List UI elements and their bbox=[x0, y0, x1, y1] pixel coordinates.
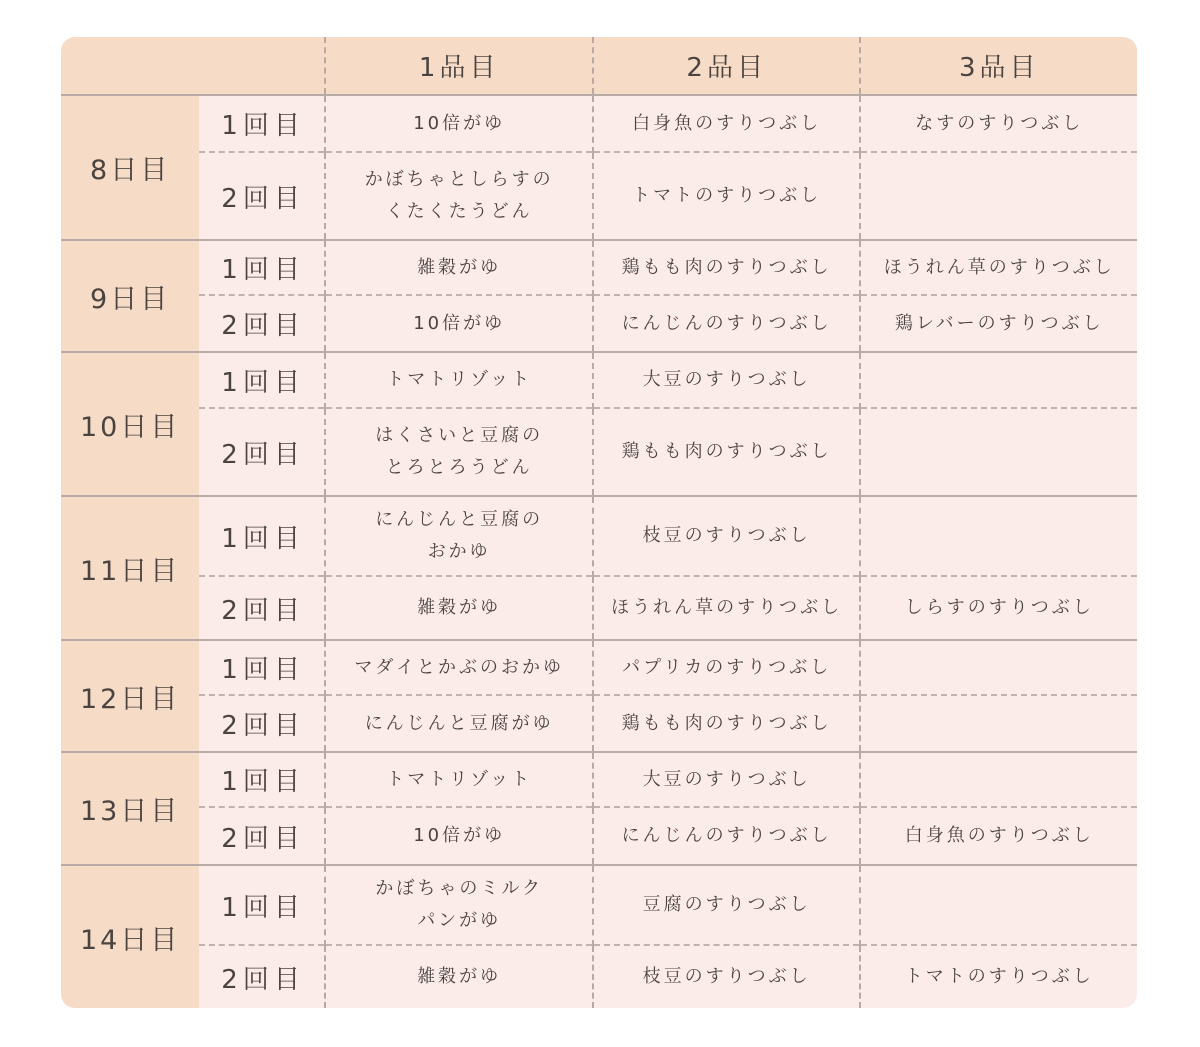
dish-name: パプリカのすりつぶし bbox=[622, 656, 832, 678]
table-row bbox=[61, 752, 1137, 807]
dish-name: 豆腐のすりつぶし bbox=[642, 894, 811, 915]
schedule-body bbox=[61, 95, 1137, 1008]
meal-time-label: 2回目 bbox=[199, 295, 325, 352]
dish-cell-1 bbox=[325, 152, 592, 240]
dish-cell-2 bbox=[593, 240, 860, 295]
dish-name: 鶏レバーのすりつぶし bbox=[894, 312, 1104, 334]
meal-time-label: 2回目 bbox=[199, 807, 325, 865]
dish-name: パンがゆ bbox=[417, 910, 502, 931]
dish-cell-2 bbox=[593, 752, 860, 807]
table-row bbox=[61, 95, 1137, 152]
dish-cell-2 bbox=[593, 152, 860, 240]
dish-cell-2 bbox=[593, 576, 860, 640]
dish-cell-3 bbox=[860, 640, 1137, 695]
dish-cell-1 bbox=[325, 295, 592, 352]
dish-name: 大豆のすりつぶし bbox=[642, 369, 811, 390]
day-label: 10日目 bbox=[61, 352, 199, 496]
meal-time-label: 2回目 bbox=[199, 408, 325, 496]
dish-cell-1 bbox=[325, 807, 592, 865]
dish-cell-3 bbox=[860, 865, 1137, 945]
header-dish-3: 3品目 bbox=[860, 37, 1137, 95]
dish-cell-1 bbox=[325, 695, 592, 752]
meal-time-label: 2回目 bbox=[199, 695, 325, 752]
dish-name: にんじんのすりつぶし bbox=[621, 825, 832, 846]
dish-cell-3 bbox=[860, 807, 1137, 865]
dish-cell-2 bbox=[593, 496, 860, 576]
dish-name: にんじんと豆腐の bbox=[375, 509, 544, 530]
dish-name: にんじんと豆腐がゆ bbox=[364, 712, 554, 734]
dish-name: 大豆のすりつぶし bbox=[642, 768, 811, 790]
dish-name: マダイとかぶのおかゆ bbox=[354, 656, 565, 678]
meal-time-label: 1回目 bbox=[199, 640, 325, 695]
header-dish-2: 2品目 bbox=[593, 37, 860, 95]
day-label: 8日目 bbox=[61, 95, 199, 240]
dish-name: ほうれん草のすりつぶし bbox=[883, 256, 1115, 278]
table-row bbox=[61, 865, 1137, 945]
table-row bbox=[61, 152, 1137, 240]
meal-time-label: 1回目 bbox=[199, 865, 325, 945]
dish-name: トマトリゾット bbox=[386, 768, 533, 790]
dish-cell-1 bbox=[325, 95, 592, 152]
dish-cell-3 bbox=[860, 576, 1137, 640]
dish-name: かぼちゃのミルク bbox=[375, 878, 544, 899]
dish-cell-1 bbox=[325, 408, 592, 496]
dish-cell-1 bbox=[325, 240, 592, 295]
meal-time-label: 2回目 bbox=[199, 152, 325, 240]
meal-time-label: 1回目 bbox=[199, 496, 325, 576]
meal-time-label: 2回目 bbox=[199, 945, 325, 1008]
dish-cell-1 bbox=[325, 752, 592, 807]
dish-name: おかゆ bbox=[427, 541, 491, 562]
dish-name: 鶏もも肉のすりつぶし bbox=[621, 712, 832, 734]
table-row bbox=[61, 240, 1137, 295]
dish-name: 白身魚のすりつぶし bbox=[904, 825, 1094, 846]
dish-cell-2 bbox=[593, 865, 860, 945]
day-label: 9日目 bbox=[61, 240, 199, 352]
dish-name: トマトのすりつぶし bbox=[632, 185, 822, 206]
dish-cell-2 bbox=[593, 807, 860, 865]
table-row bbox=[61, 945, 1137, 1008]
dish-name: ほうれん草のすりつぶし bbox=[611, 597, 843, 618]
header-dish-1: 1品目 bbox=[325, 37, 592, 95]
dish-name: トマトリゾット bbox=[386, 369, 533, 390]
dish-cell-3 bbox=[860, 695, 1137, 752]
dish-name: 雑穀がゆ bbox=[417, 597, 502, 618]
table-row bbox=[61, 695, 1137, 752]
day-label: 12日目 bbox=[61, 640, 199, 752]
dish-cell-3 bbox=[860, 408, 1137, 496]
dish-cell-3 bbox=[860, 945, 1137, 1008]
meal-time-label: 2回目 bbox=[199, 576, 325, 640]
dish-cell-1 bbox=[325, 865, 592, 945]
dish-name: 雑穀がゆ bbox=[417, 256, 502, 278]
dish-cell-2 bbox=[593, 408, 860, 496]
day-label: 11日目 bbox=[61, 496, 199, 640]
table-row bbox=[61, 576, 1137, 640]
meal-time-label: 1回目 bbox=[199, 352, 325, 408]
dish-cell-2 bbox=[593, 945, 860, 1008]
meal-time-label: 1回目 bbox=[199, 752, 325, 807]
table-row bbox=[61, 807, 1137, 865]
meal-schedule-table bbox=[61, 37, 1137, 1008]
dish-cell-3 bbox=[860, 240, 1137, 295]
dish-name: トマトのすりつぶし bbox=[904, 966, 1094, 987]
table-row bbox=[61, 352, 1137, 408]
dish-name: とろとろうどん bbox=[385, 457, 533, 478]
table-row bbox=[61, 408, 1137, 496]
dish-name: 10倍がゆ bbox=[413, 825, 506, 846]
table-row bbox=[61, 496, 1137, 576]
table-row bbox=[61, 640, 1137, 695]
dish-name: にんじんのすりつぶし bbox=[621, 312, 832, 334]
dish-cell-3 bbox=[860, 152, 1137, 240]
dish-name: 鶏もも肉のすりつぶし bbox=[621, 256, 832, 278]
dish-cell-3 bbox=[860, 496, 1137, 576]
dish-cell-1 bbox=[325, 576, 592, 640]
header-row bbox=[61, 37, 1137, 95]
dish-name: 鶏もも肉のすりつぶし bbox=[621, 441, 832, 462]
dish-name: くたくたうどん bbox=[385, 201, 533, 222]
dish-name: なすのすりつぶし bbox=[915, 112, 1084, 134]
dish-cell-1 bbox=[325, 640, 592, 695]
day-label: 14日目 bbox=[61, 865, 199, 1008]
dish-name: 白身魚のすりつぶし bbox=[632, 112, 822, 134]
dish-name: かぼちゃとしらすの bbox=[364, 169, 554, 190]
dish-name: 枝豆のすりつぶし bbox=[642, 966, 811, 987]
dish-name: 雑穀がゆ bbox=[417, 966, 502, 987]
day-label: 13日目 bbox=[61, 752, 199, 865]
dish-name: 10倍がゆ bbox=[413, 112, 506, 134]
dish-cell-2 bbox=[593, 295, 860, 352]
meal-time-label: 1回目 bbox=[199, 240, 325, 295]
dish-cell-3 bbox=[860, 295, 1137, 352]
dish-cell-3 bbox=[860, 352, 1137, 408]
dish-cell-1 bbox=[325, 945, 592, 1008]
dish-name: しらすのすりつぶし bbox=[904, 597, 1094, 618]
dish-cell-3 bbox=[860, 752, 1137, 807]
dish-cell-2 bbox=[593, 95, 860, 152]
dish-cell-1 bbox=[325, 352, 592, 408]
meal-time-label: 1回目 bbox=[199, 95, 325, 152]
dish-cell-2 bbox=[593, 695, 860, 752]
header-blank-cell bbox=[61, 37, 325, 95]
dish-name: 枝豆のすりつぶし bbox=[642, 525, 811, 546]
dish-name: はくさいと豆腐の bbox=[375, 425, 544, 446]
meal-schedule-table-container bbox=[61, 37, 1137, 1008]
dish-cell-1 bbox=[325, 496, 592, 576]
dish-name: 10倍がゆ bbox=[413, 312, 506, 334]
dish-cell-2 bbox=[593, 640, 860, 695]
table-row bbox=[61, 295, 1137, 352]
dish-cell-2 bbox=[593, 352, 860, 408]
dish-cell-3 bbox=[860, 95, 1137, 152]
